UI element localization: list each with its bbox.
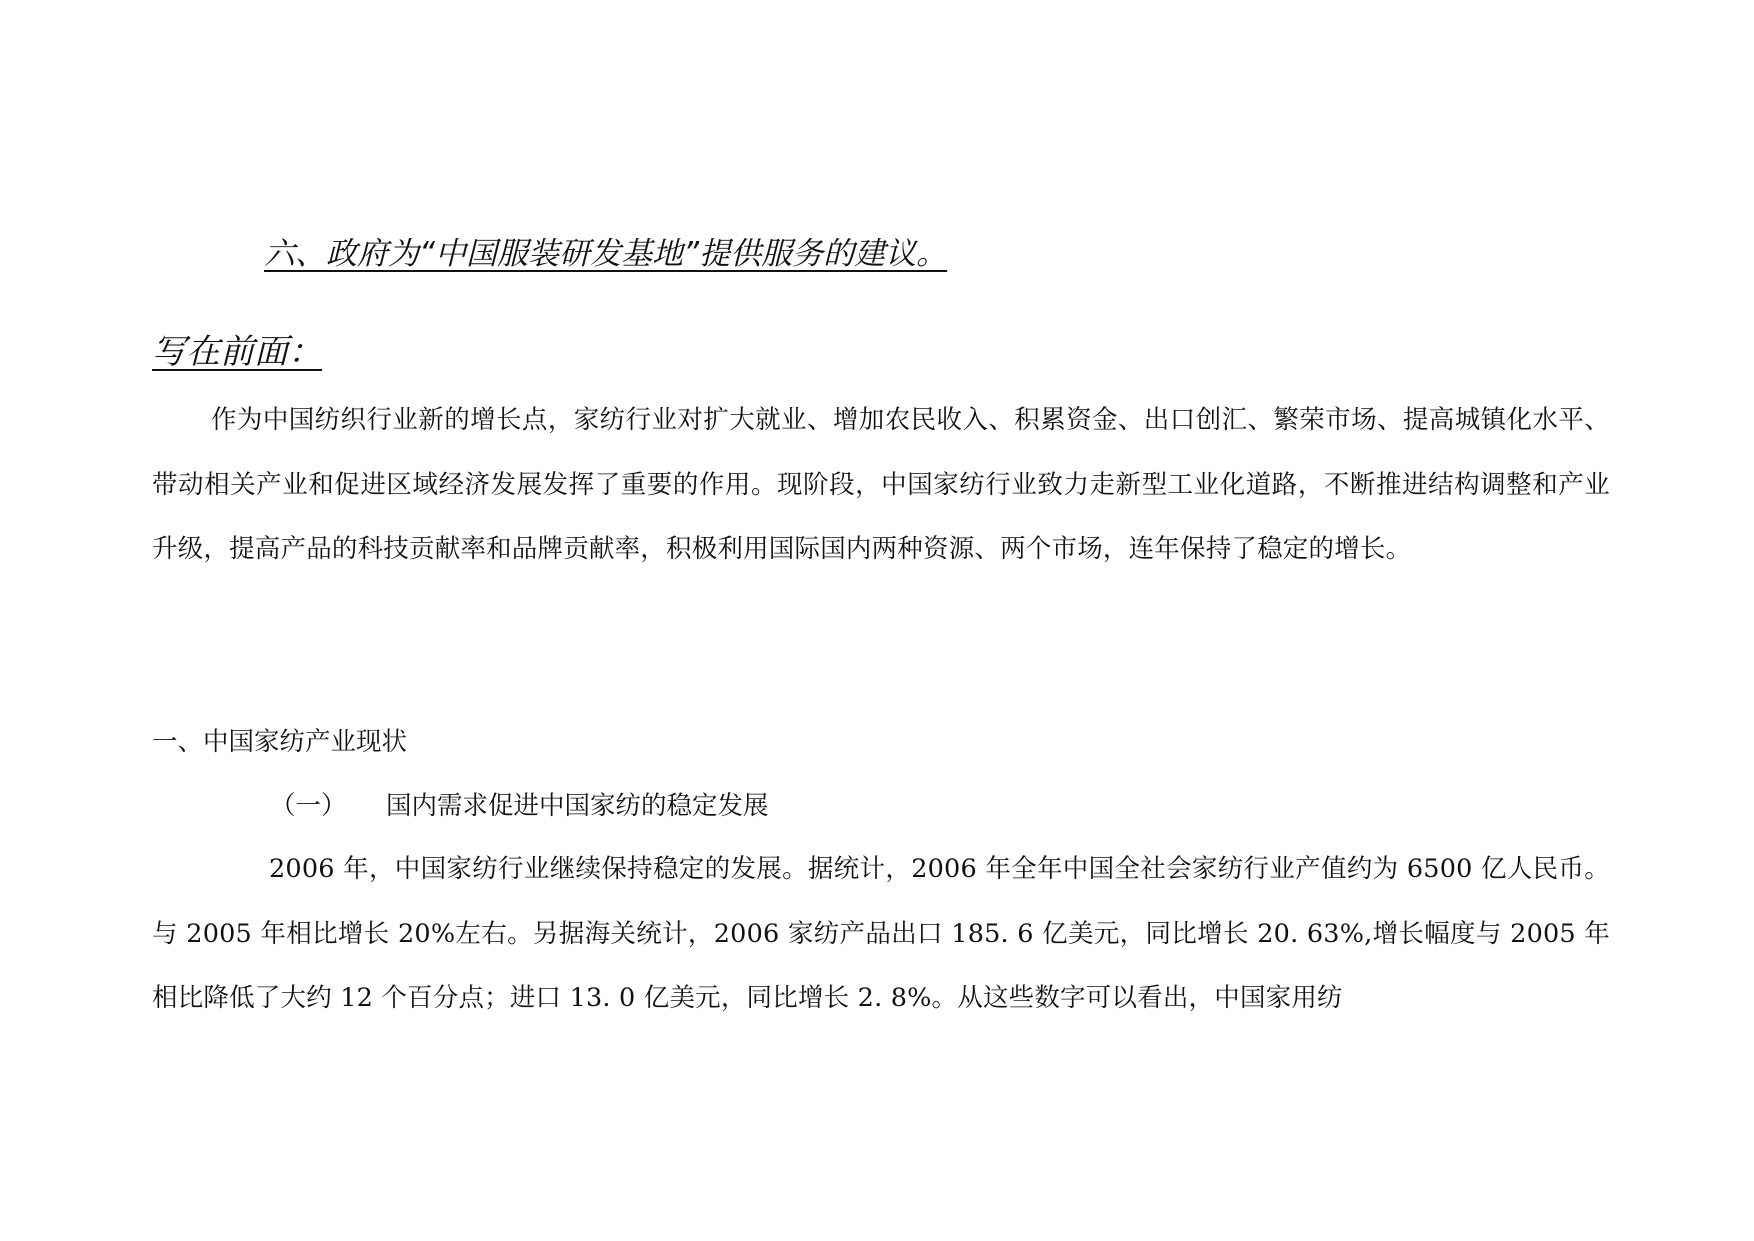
heading-level-2-number: （一） bbox=[270, 791, 347, 821]
heading-level-2 bbox=[270, 786, 769, 826]
section-title-text: 六、政府为“中国服装研发基地”提供服务的建议。 bbox=[264, 236, 948, 272]
body-paragraph: 2006 年，中国家纺行业继续保持稳定的发展。据统计，2006 年全年中国全社会家纺行业产值约为 6500 亿人民币。与 2005 年相比增长 20%左右。另据海关统计，2006 家纺产品出口 185. 6 亿美元，同比增长 20. 63%,增长幅度与 2005 年相比降低了大约 12 个百分点；进口 13. 0 亿美元，同比增长 2. 8%。从这些数字可以看出，中国家用纺 bbox=[152, 854, 1610, 1013]
heading-level-2-text: 国内需求促进中国家纺的稳定发展 bbox=[386, 791, 769, 821]
section-title bbox=[264, 232, 961, 276]
preface-paragraph: 作为中国纺织行业新的增长点，家纺行业对扩大就业、增加农民收入、积累资金、出口创汇、繁荣市场、提高城镇化水平、带动相关产业和促进区域经济发展发挥了重要的作用。现阶段，中国家纺行业致力走新型工业化道路，不断推进结构调整和产业升级，提高产品的科技贡献率和品牌贡献率，积极利用国际国内两种资源、两个市场，连年保持了稳定的增长。 bbox=[152, 405, 1610, 564]
preface-heading bbox=[152, 330, 332, 374]
heading-level-1: 一、中国家纺产业现状 bbox=[152, 727, 408, 757]
preface-heading-text: 写在前面： bbox=[152, 332, 322, 372]
